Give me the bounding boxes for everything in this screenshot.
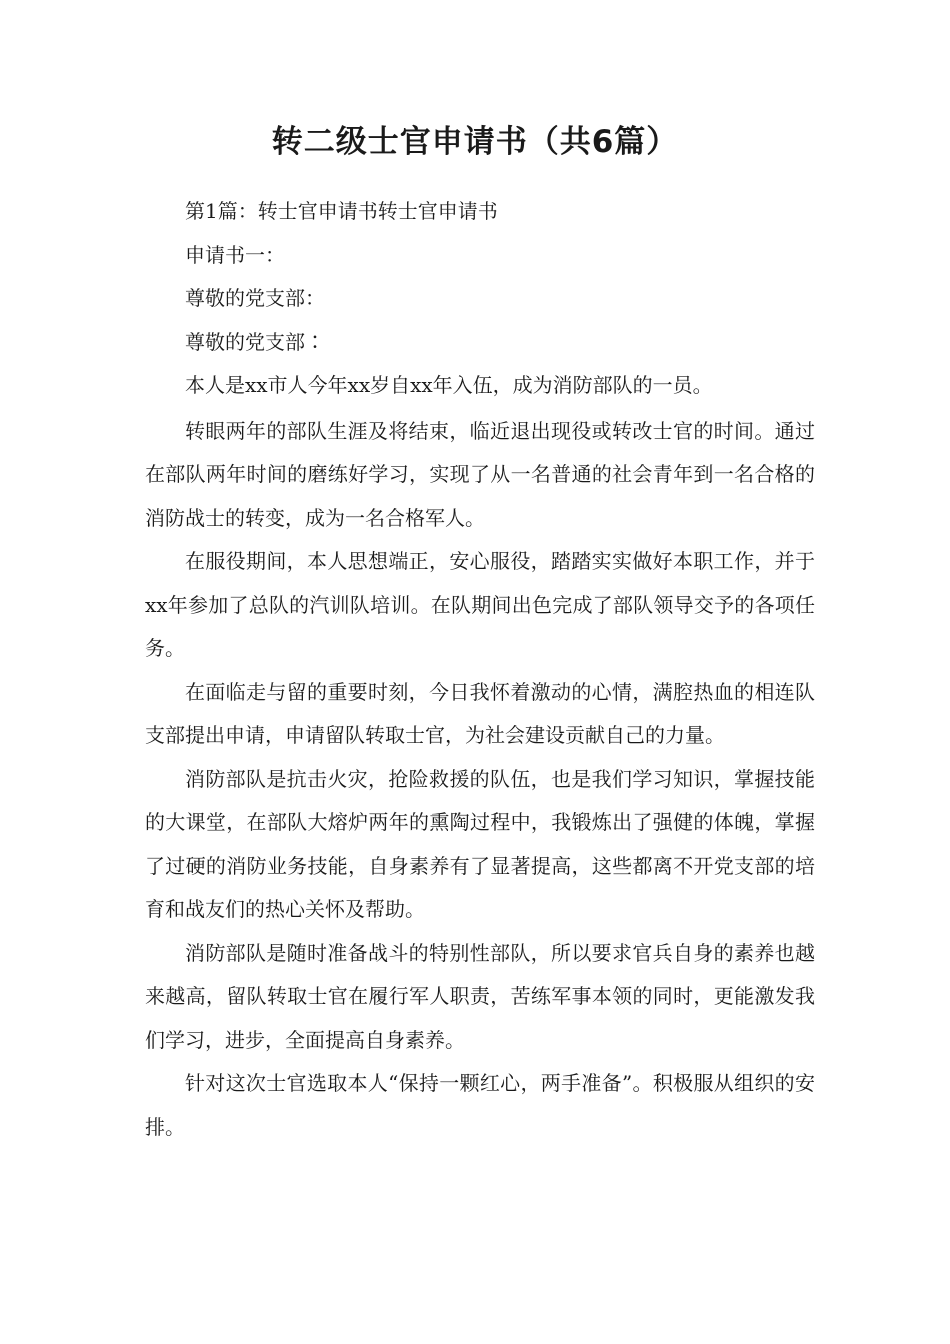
section-heading: 第1篇：转士官申请书转士官申请书 bbox=[185, 199, 498, 223]
letter-label: 申请书一： bbox=[185, 242, 285, 267]
paragraph: 在面临走与留的重要时刻，今日我怀着激动的心情，满腔热血的相连队支部提出申请，申请留队转取士官，为社会建设贡献自己的力量。 bbox=[145, 679, 815, 747]
paragraph: 转眼两年的部队生涯及将结束，临近退出现役或转改士官的时间。通过在部队两年时间的磨练好学习，实现了从一名普通的社会青年到一名合格的消防战士的转变，成为一名合格军人。 bbox=[145, 418, 815, 530]
paragraph: 消防部队是随时准备战斗的特别性部队，所以要求官兵自身的素养也越来越高，留队转取士官在履行军人职责，苦练军事本领的同时，更能激发我们学习，进步，全面提高自身素养。 bbox=[145, 940, 815, 1052]
paragraph: 消防部队是抗击火灾，抢险救援的队伍，也是我们学习知识，掌握技能的大课堂，在部队大熔炉两年的熏陶过程中，我锻炼出了强健的体魄，掌握了过硬的消防业务技能，自身素养有了显著提高，这些都离不开党支部的培育和战友们的热心关怀及帮助。 bbox=[145, 766, 815, 921]
document-title: 转二级士官申请书（共6篇） bbox=[271, 124, 679, 160]
paragraph: 在服役期间，本人思想端正，安心服役，踏踏实实做好本职工作，并于xx年参加了总队的汽训队培训。在队期间出色完成了部队领导交予的各项任务。 bbox=[145, 549, 815, 660]
salutation-repeat: 尊敬的党支部∶ bbox=[185, 329, 325, 354]
paragraph: 针对这次士官选取本人“保持一颗红心，两手准备”。积极服从组织的安排。 bbox=[145, 1071, 815, 1139]
document-body bbox=[145, 190, 815, 1149]
salutation: 尊敬的党支部： bbox=[185, 286, 325, 310]
paragraph-intro: 本人是xx市人今年xx岁自xx年入伍，成为消防部队的一员。 bbox=[185, 373, 713, 397]
